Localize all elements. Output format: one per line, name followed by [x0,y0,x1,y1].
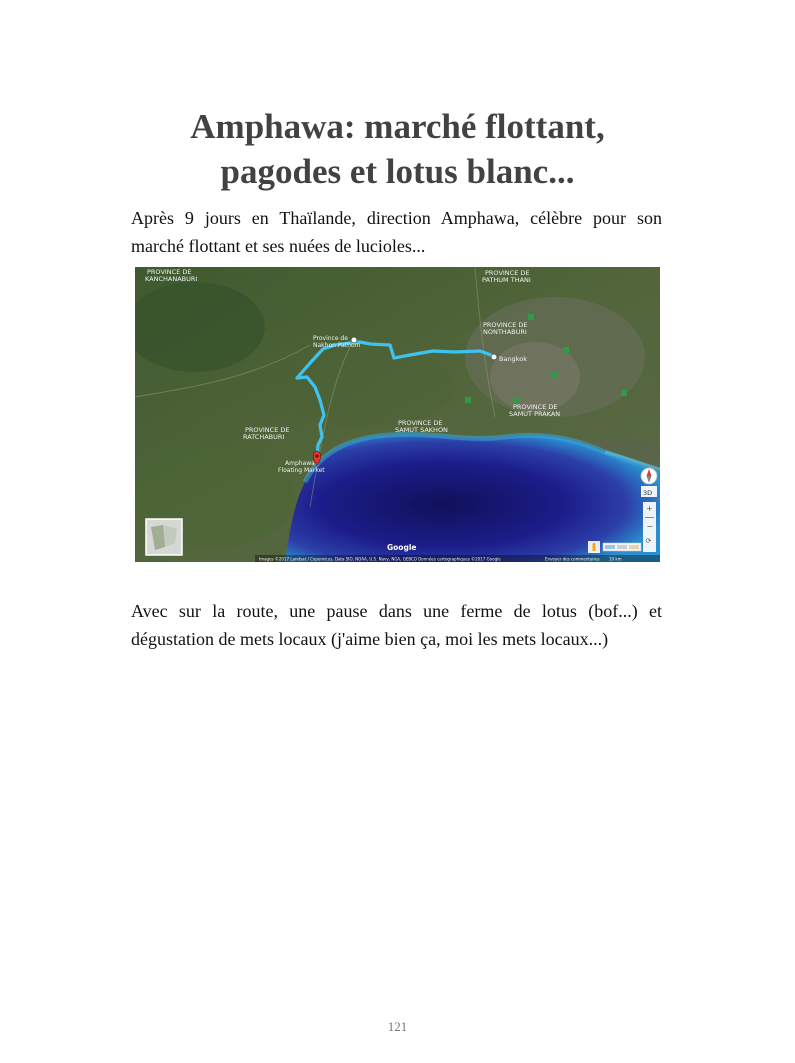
svg-text:RATCHABURI: RATCHABURI [243,433,285,441]
svg-text:NONTHABURI: NONTHABURI [483,328,527,336]
intro-line-2: marché flottant et ses nuées de lucioles... [131,236,426,256]
google-logo: Google [387,543,417,552]
svg-text:Amphawa: Amphawa [285,460,315,467]
svg-text:PROVINCE DE: PROVINCE DE [147,268,192,276]
svg-text:PROVINCE DE: PROVINCE DE [483,321,528,329]
label-nonthaburi [483,321,528,336]
page-title [0,104,795,194]
svg-text:Province de: Province de [313,335,348,342]
route-map [135,267,660,562]
zoom-out-icon[interactable]: − [646,522,654,531]
svg-text:PROVINCE DE: PROVINCE DE [485,269,530,277]
title-line-2: pagodes et lotus blanc... [220,152,575,191]
label-samut-sakhon [395,419,448,434]
street-view-pegman-icon[interactable] [588,541,600,553]
map-attribution: Images ©2017 Landsat / Copernicus, Data SIO, NOAA, U.S. Navy, NGA, GEBCO Données cartographiques ©2017 Google [259,556,501,562]
svg-text:PATHUM THANI: PATHUM THANI [482,276,531,284]
label-pathum-thani [482,269,531,284]
map-type-switcher[interactable] [603,543,641,551]
compass-icon[interactable] [641,468,657,484]
label-bangkok: Bangkok [499,355,527,363]
svg-text:PROVINCE DE: PROVINCE DE [398,419,443,427]
label-samut-prakan [509,403,560,418]
svg-text:Floating Market: Floating Market [278,467,325,474]
label-ratchaburi [243,426,290,441]
rotate-icon[interactable]: ⟳ [645,537,652,545]
zoom-in-icon[interactable]: + [646,504,653,513]
zoom-controls[interactable] [643,502,656,552]
svg-text:Nakhon Pathom: Nakhon Pathom [313,342,361,349]
svg-text:PROVINCE DE: PROVINCE DE [513,403,558,411]
intro-line-1: Après 9 jours en Thaïlande, direction Amphawa, célèbre pour son [131,208,662,228]
intro-paragraph [131,204,662,260]
outro-line-1: Avec sur la route, une pause dans une ferme de lotus (bof...) et [131,601,662,621]
title-line-1: Amphawa: marché flottant, [190,107,605,146]
scale-label: 10 km [609,556,622,562]
map-inset-thumbnail[interactable] [146,519,182,555]
outro-paragraph [131,597,662,653]
svg-text:SAMUT SAKHON: SAMUT SAKHON [395,426,448,434]
label-kanchanaburi [145,268,197,283]
zoom-slider-icon[interactable] [645,517,654,518]
svg-text:KANCHANABURI: KANCHANABURI [145,275,198,283]
tilt-3d-label: 3D [643,489,653,497]
send-feedback-link[interactable]: Envoyer des commentaires [545,556,600,562]
map-image [135,267,660,562]
page-number: 121 [387,1019,408,1034]
svg-text:PROVINCE DE: PROVINCE DE [245,426,290,434]
svg-text:SAMUT PRAKAN: SAMUT PRAKAN [509,410,561,418]
outro-line-2: dégustation de mets locaux (j'aime bien ça, moi les mets locaux...) [131,629,609,649]
